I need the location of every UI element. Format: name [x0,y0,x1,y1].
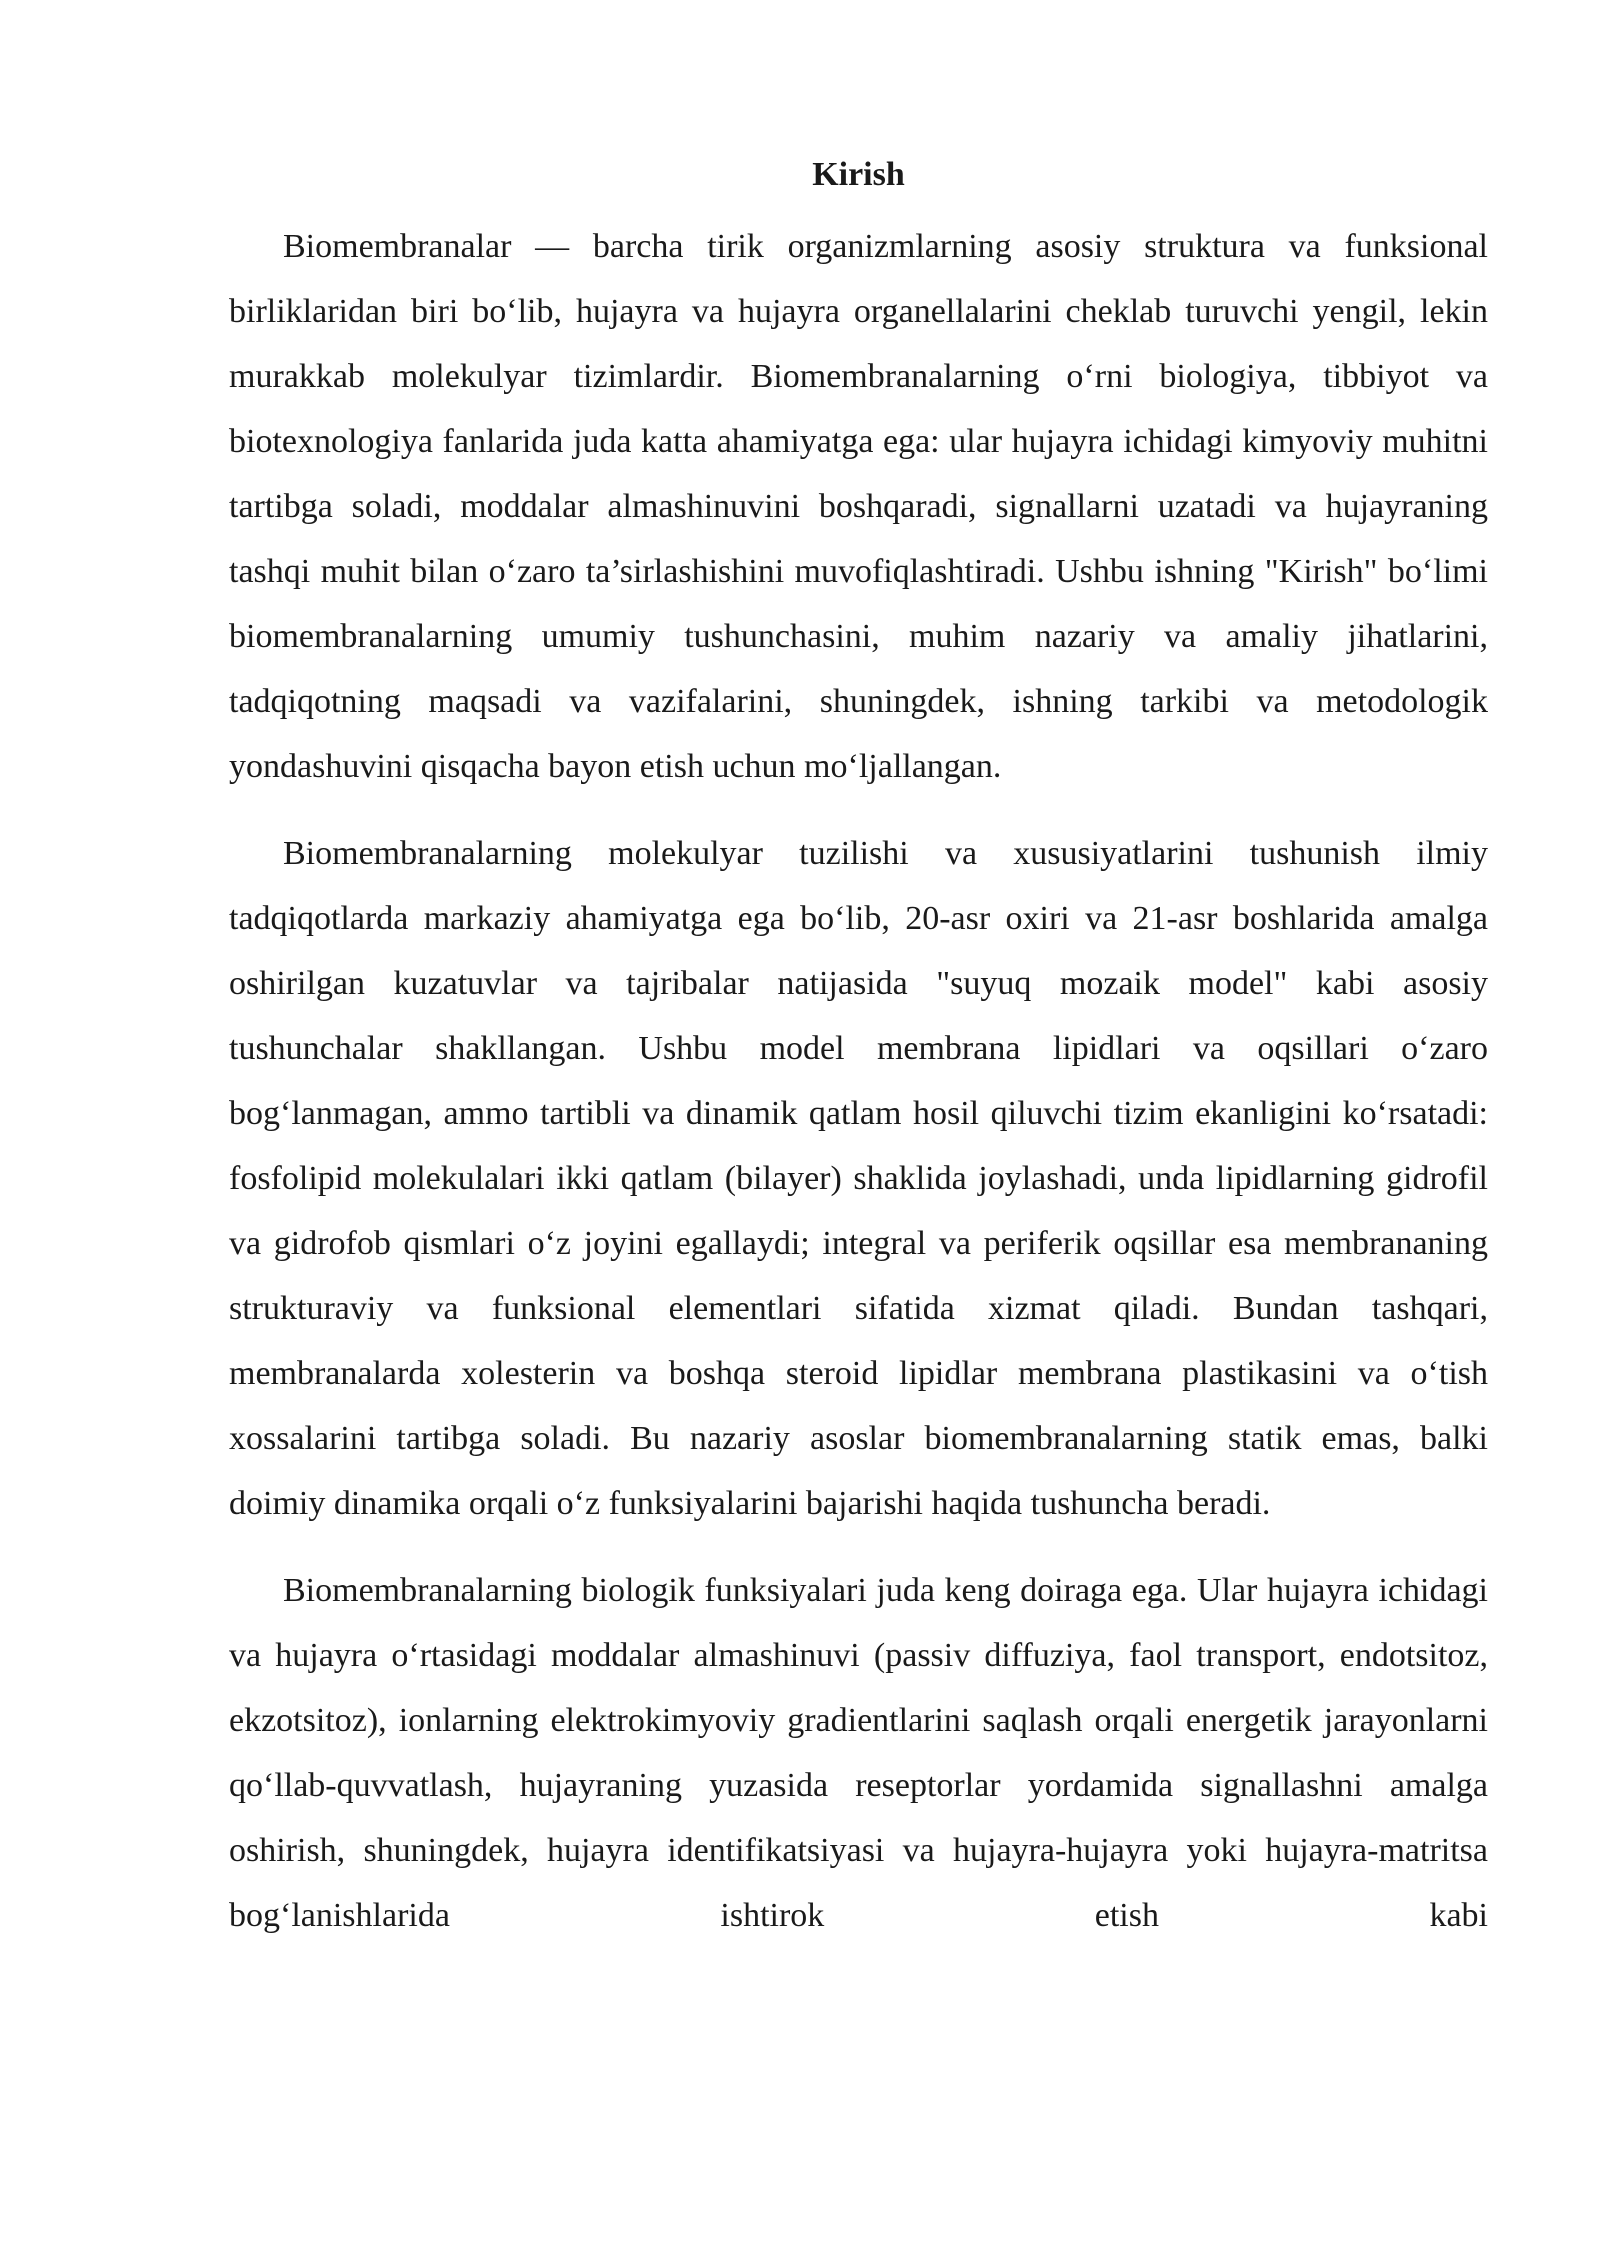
paragraph-3: Biomembranalarning biologik funksiyalari juda keng doiraga ega. Ular hujayra ichidagi va hujayra o‘rtasidagi moddalar almashinuvi (passiv diffuziya, faol transport, endotsitoz, ekzotsitoz), ionlarning elektrokimyoviy gradientlarini saqlash orqali energetik jarayonlarni qo‘llab-quvvatlash, hujayraning yuzasida reseptorlar yordamida signallashni amalga oshirish, shuningdek, hujayra identifikatsiyasi va hujayra-hujayra yoki hujayra-matritsa bog‘lanishlarida ishtirok etish kabi [229,1572,1488,1934]
section-title: Kirish [812,156,905,193]
paragraph-2: Biomembranalarning molekulyar tuzilishi va xususiyatlarini tushunish ilmiy tadqiqotlarda markaziy ahamiyatga ega bo‘lib, 20-asr oxiri va 21-asr boshlarida amalga oshirilgan kuzatuvlar va tajribalar natijasida "suyuq mozaik model" kabi asosiy tushunchalar shakllangan. Ushbu model membrana lipidlari va oqsillari o‘zaro bog‘lanmagan, ammo tartibli va dinamik qatlam hosil qiluvchi tizim ekanligini ko‘rsatadi: fosfolipid molekulalari ikki qatlam (bilayer) shaklida joylashadi, unda lipidlarning gidrofil va gidrofob qismlari o‘z joyini egallaydi; integral va periferik oqsillar esa membrananing strukturaviy va funksional elementlari sifatida xizmat qiladi. Bundan tashqari, membranalarda xolesterin va boshqa steroid lipidlar membrana plastikasini va o‘tish xossalarini tartibga soladi. Bu nazariy asoslar biomembranalarning statik emas, balki doimiy dinamika orqali o‘z funksiyalarini bajarishi haqida tushuncha beradi. [229,835,1488,1522]
document-page [229,148,1488,1948]
paragraph-1: Biomembranalar — barcha tirik organizmlarning asosiy struktura va funksional birliklaridan biri bo‘lib, hujayra va hujayra organellalarini cheklab turuvchi yengil, lekin murakkab molekulyar tizimlardir. Biomembranalarning o‘rni biologiya, tibbiyot va biotexnologiya fanlarida juda katta ahamiyatga ega: ular hujayra ichidagi kimyoviy muhitni tartibga soladi, moddalar almashinuvini boshqaradi, signallarni uzatadi va hujayraning tashqi muhit bilan o‘zaro ta’sirlashishini muvofiqlashtiradi. Ushbu ishning "Kirish" bo‘limi biomembranalarning umumiy tushunchasini, muhim nazariy va amaliy jihatlarini, tadqiqotning maqsadi va vazifalarini, shuningdek, ishning tarkibi va metodologik yondashuvini qisqacha bayon etish uchun mo‘ljallangan. [229,228,1488,785]
